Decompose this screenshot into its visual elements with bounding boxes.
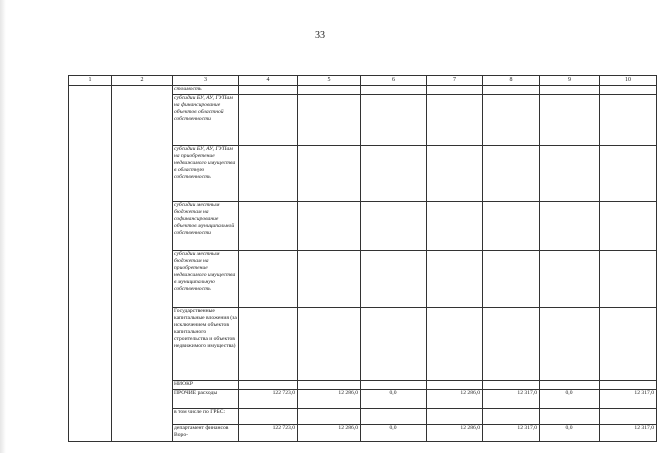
row-label: субсидии местным бюджетам на приобретение недвижимого имущества в муниципальную собственность — [173, 251, 239, 308]
col2-cell — [112, 86, 173, 442]
row-label: стоимость — [173, 86, 239, 95]
value-cell — [427, 409, 483, 425]
row-label: субсидии БУ, АУ, ГУПам на приобретение недвижимого имущества в областную собственность — [173, 146, 239, 202]
value-cell — [600, 251, 657, 308]
value-cell — [427, 251, 483, 308]
value-cell — [239, 308, 298, 381]
header-cell: 2 — [112, 76, 173, 86]
header-cell: 5 — [298, 76, 361, 86]
value-cell — [600, 308, 657, 381]
value-cell: 122 723,0 — [239, 390, 298, 409]
header-cell: 10 — [600, 76, 657, 86]
value-cell — [361, 95, 427, 146]
value-cell — [540, 95, 600, 146]
value-cell — [239, 146, 298, 202]
row-label: Государственные капитальные вложения (за исключением объектов капитального строительства и объектов недвижимого имущества) — [173, 308, 239, 381]
value-cell — [427, 146, 483, 202]
col1-cell — [69, 86, 112, 442]
row-label: субсидии местным бюджетам на софинансирование объектов муниципальной собственности — [173, 202, 239, 251]
value-cell — [540, 308, 600, 381]
value-cell: 12 286,0 — [298, 425, 361, 442]
value-cell — [361, 146, 427, 202]
header-cell: 1 — [69, 76, 112, 86]
value-cell — [427, 95, 483, 146]
value-cell: 12 286,0 — [298, 390, 361, 409]
row-label: ПРОЧИЕ расходы — [173, 390, 239, 409]
value-cell — [239, 409, 298, 425]
value-cell — [483, 251, 540, 308]
value-cell: 12 317,0 — [600, 390, 657, 409]
value-cell — [239, 381, 298, 390]
value-cell — [540, 409, 600, 425]
value-cell — [600, 95, 657, 146]
value-cell — [540, 381, 600, 390]
value-cell — [483, 95, 540, 146]
budget-table — [68, 75, 657, 442]
row-label: субсидии БУ, АУ, ГУПам на финансирование объектов областной собственности — [173, 95, 239, 146]
value-cell — [298, 251, 361, 308]
value-cell — [298, 86, 361, 95]
header-cell: 9 — [540, 76, 600, 86]
value-cell — [361, 308, 427, 381]
value-cell — [540, 146, 600, 202]
value-cell: 12 286,0 — [427, 425, 483, 442]
value-cell: 12 286,0 — [427, 390, 483, 409]
header-cell: 4 — [239, 76, 298, 86]
value-cell — [298, 146, 361, 202]
value-cell — [483, 409, 540, 425]
value-cell — [540, 251, 600, 308]
value-cell — [483, 146, 540, 202]
value-cell — [361, 381, 427, 390]
value-cell — [600, 146, 657, 202]
row-label: НИОКР — [173, 381, 239, 390]
value-cell — [239, 202, 298, 251]
value-cell: 0,0 — [540, 425, 600, 442]
header-cell: 3 — [173, 76, 239, 86]
value-cell — [298, 308, 361, 381]
value-cell — [427, 308, 483, 381]
value-cell: 12 317,0 — [483, 425, 540, 442]
value-cell — [298, 202, 361, 251]
value-cell — [361, 86, 427, 95]
value-cell — [427, 381, 483, 390]
value-cell — [600, 409, 657, 425]
value-cell — [298, 409, 361, 425]
value-cell — [239, 95, 298, 146]
row-label: в том числе по ГРБС: — [173, 409, 239, 425]
value-cell: 0,0 — [361, 425, 427, 442]
header-cell: 7 — [427, 76, 483, 86]
value-cell — [600, 86, 657, 95]
value-cell — [540, 202, 600, 251]
page-number: 33 — [315, 30, 325, 41]
value-cell — [483, 381, 540, 390]
value-cell: 12 317,0 — [600, 425, 657, 442]
value-cell: 122 723,0 — [239, 425, 298, 442]
value-cell — [239, 251, 298, 308]
scan-edge — [0, 0, 6, 453]
value-cell: 0,0 — [361, 390, 427, 409]
row-label: департамент финансов Воро- — [173, 425, 239, 442]
value-cell — [361, 409, 427, 425]
value-cell — [483, 202, 540, 251]
value-cell — [427, 202, 483, 251]
header-cell: 6 — [361, 76, 427, 86]
value-cell — [298, 95, 361, 146]
value-cell — [298, 381, 361, 390]
value-cell — [483, 308, 540, 381]
value-cell — [361, 251, 427, 308]
value-cell — [600, 202, 657, 251]
value-cell — [239, 86, 298, 95]
table-row — [69, 86, 657, 95]
value-cell — [427, 86, 483, 95]
value-cell — [600, 381, 657, 390]
value-cell — [361, 202, 427, 251]
header-row — [69, 76, 657, 86]
value-cell: 12 317,0 — [483, 390, 540, 409]
header-cell: 8 — [483, 76, 540, 86]
value-cell: 0,0 — [540, 390, 600, 409]
value-cell — [540, 86, 600, 95]
value-cell — [483, 86, 540, 95]
